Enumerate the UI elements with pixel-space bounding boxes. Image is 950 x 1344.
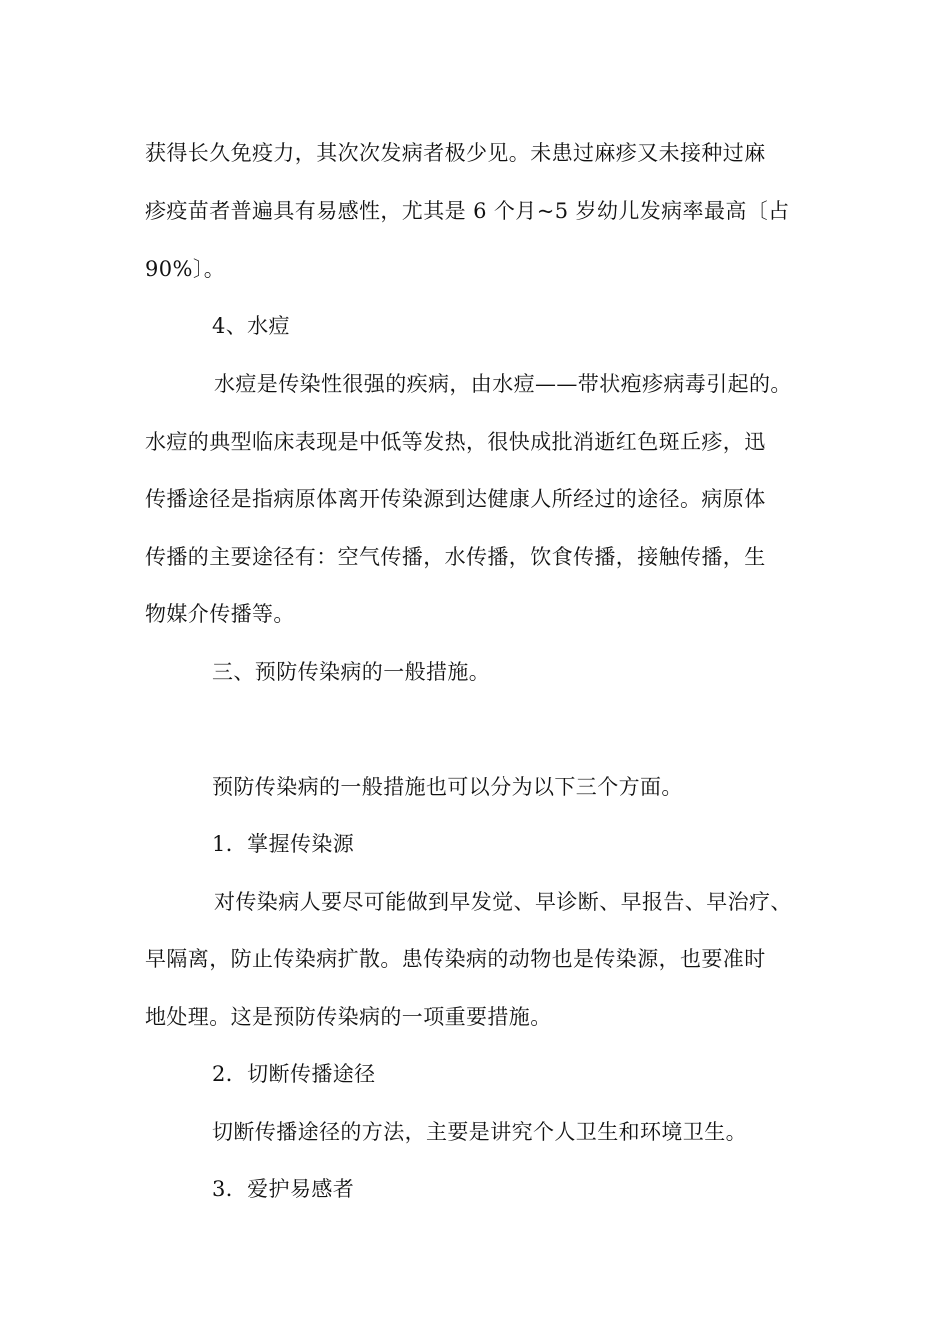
subsection-heading: 2．切断传播途径 [212, 1062, 376, 1086]
paragraph-line: 地处理。这是预防传染病的一项重要措施。 [145, 1005, 552, 1029]
paragraph-line: 对传染病人要尽可能做到早发觉、早诊断、早报告、早治疗、 [214, 890, 792, 914]
section-heading: 4、水痘 [212, 314, 290, 338]
paragraph-line: 预防传染病的一般措施也可以分为以下三个方面。 [212, 775, 683, 799]
paragraph-line: 90%〕。 [145, 257, 226, 281]
paragraph-line: 传播途径是指病原体离开传染源到达健康人所经过的途径。病原体 [145, 487, 766, 511]
subsection-heading: 3．爱护易感者 [212, 1177, 355, 1201]
paragraph-line: 物媒介传播等。 [145, 602, 295, 626]
paragraph-line: 疹疫苗者普遍具有易感性，尤其是 6 个月~5 岁幼儿发病率最高〔占 [145, 199, 790, 223]
paragraph-line: 获得长久免疫力，其次次发病者极少见。未患过麻疹又未接种过麻 [145, 141, 766, 165]
paragraph-line: 水痘的典型临床表现是中低等发热，很快成批消逝红色斑丘疹，迅 [145, 430, 766, 454]
paragraph-line: 切断传播途径的方法，主要是讲究个人卫生和环境卫生。 [212, 1120, 747, 1144]
paragraph-line: 早隔离，防止传染病扩散。患传染病的动物也是传染源，也要准时 [145, 947, 766, 971]
paragraph-line: 水痘是传染性很强的疾病，由水痘——带状疱疹病毒引起的。 [214, 372, 792, 396]
section-heading: 三、预防传染病的一般措施。 [212, 660, 491, 684]
subsection-heading: 1．掌握传染源 [212, 832, 355, 856]
paragraph-line: 传播的主要途径有：空气传播，水传播，饮食传播，接触传播，生 [145, 545, 766, 569]
